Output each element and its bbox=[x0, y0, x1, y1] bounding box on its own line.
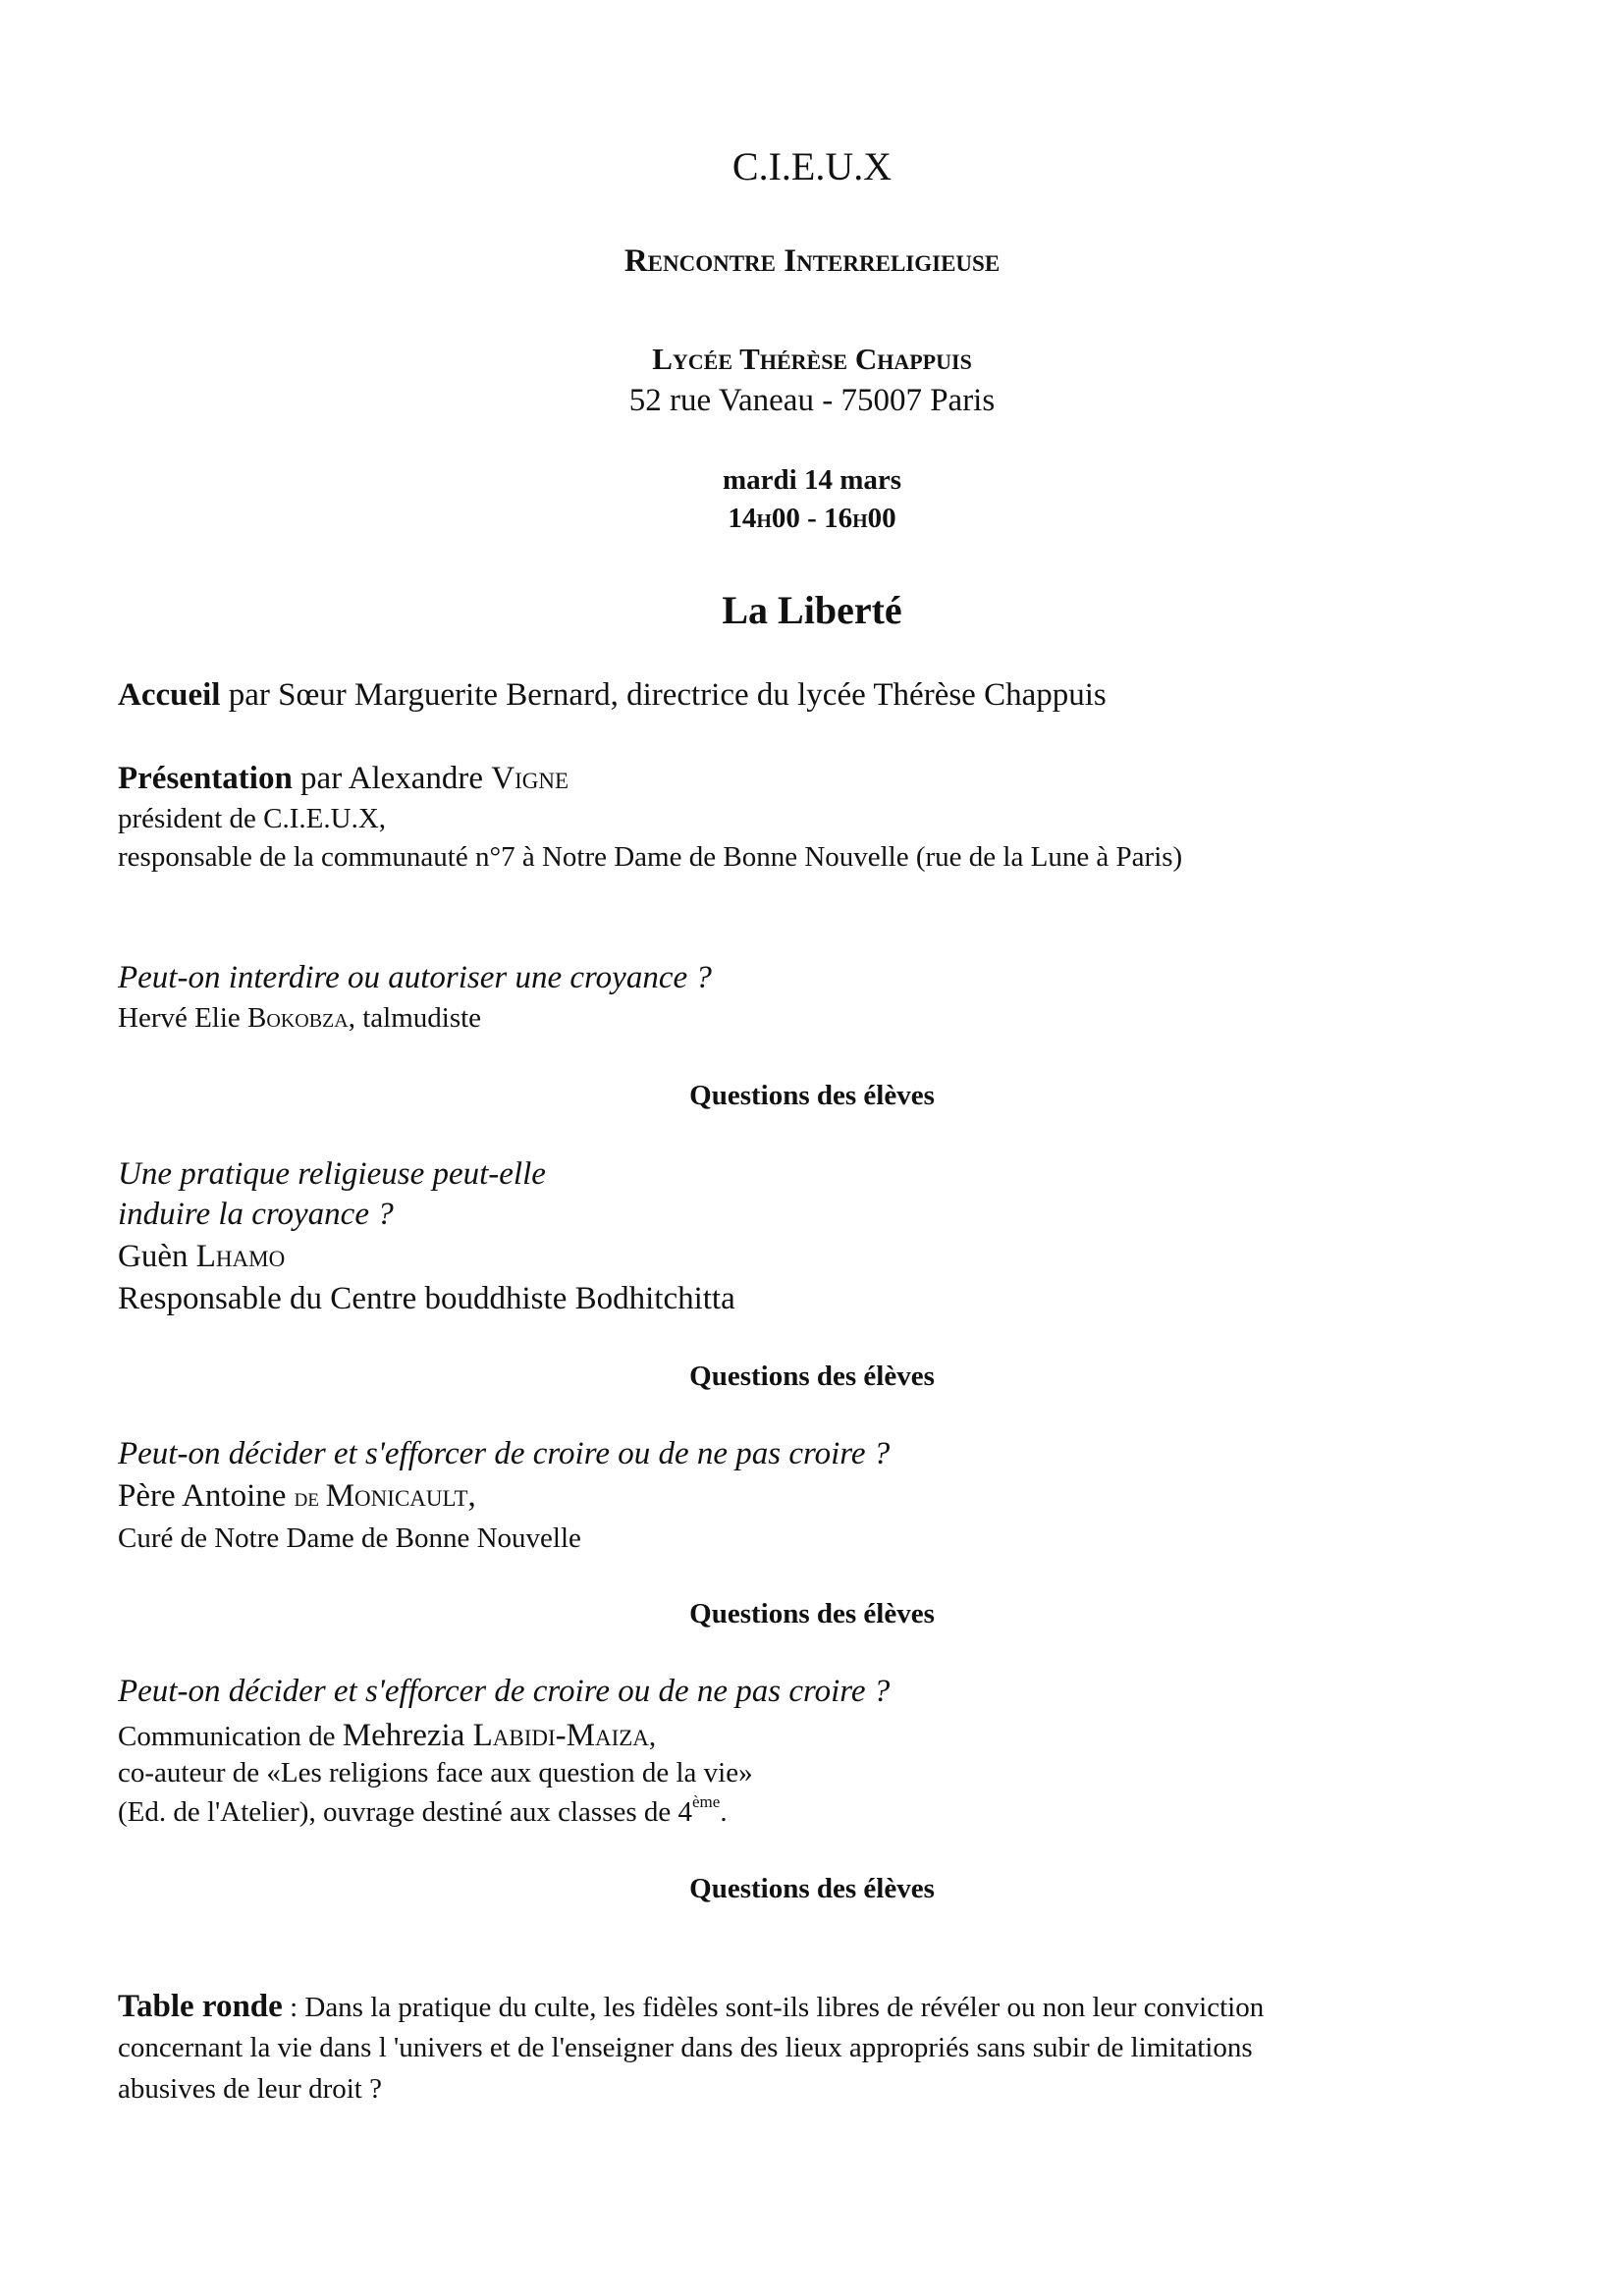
questions-heading-2: Questions des élèves bbox=[689, 1361, 935, 1392]
venue-name: Lycée Thérèse Chappuis bbox=[652, 342, 972, 376]
talk2-speaker-last: Lhamo bbox=[195, 1239, 286, 1274]
talk2-speaker-first: Guèn bbox=[118, 1239, 196, 1274]
event-date: mardi 14 mars bbox=[722, 464, 902, 496]
talk1-title: Peut-on interdire ou autoriser une croyance ? bbox=[118, 960, 712, 995]
talk1-speaker-role: , talmudiste bbox=[348, 1002, 482, 1034]
talk4-publisher bbox=[118, 1792, 728, 1829]
accueil-label: Accueil bbox=[118, 677, 221, 713]
presentation-role-1: président de C.I.E.U.X, bbox=[118, 803, 387, 834]
talk4-title: Peut-on décider et s'efforcer de croire ou de ne pas croire ? bbox=[118, 1674, 891, 1709]
questions-heading-1: Questions des élèves bbox=[689, 1080, 935, 1111]
event-time bbox=[0, 503, 1624, 535]
talk2-title-line1: Une pratique religieuse peut-elle bbox=[118, 1156, 546, 1192]
talk3-speaker-particle: de bbox=[294, 1482, 326, 1512]
table-ronde-line2: concernant la vie dans l 'univers et de l'enseigner dans des lieux appropriés sans subir de limitations bbox=[118, 2032, 1253, 2063]
talk3-speaker bbox=[118, 1478, 476, 1515]
presentation-role-2: responsable de la communauté n°7 à Notre Dame de Bonne Nouvelle (rue de la Lune à Paris) bbox=[118, 841, 1183, 873]
time-middle: 00 - 16 bbox=[771, 503, 853, 534]
talk1-speaker-first: Hervé Elie bbox=[118, 1002, 248, 1034]
presentation-line bbox=[118, 761, 568, 797]
questions-heading-4: Questions des élèves bbox=[689, 1873, 935, 1904]
table-ronde-line1 bbox=[118, 1989, 1264, 2025]
talk3-role: Curé de Notre Dame de Bonne Nouvelle bbox=[118, 1522, 581, 1554]
accueil-text: par Sœur Marguerite Bernard, directrice du lycée Thérèse Chappuis bbox=[220, 677, 1107, 713]
talk4-comm-prefix: Communication de bbox=[118, 1721, 343, 1752]
talk2-title-line2: induire la croyance ? bbox=[118, 1197, 394, 1232]
talk2-speaker bbox=[118, 1239, 285, 1275]
talk4-grade-sup: ème bbox=[692, 1792, 721, 1811]
presentation-surname: Vigne bbox=[491, 761, 569, 796]
org-title: C.I.E.U.X bbox=[731, 144, 893, 188]
talk3-title: Peut-on décider et s'efforcer de croire ou de ne pas croire ? bbox=[118, 1436, 891, 1471]
talk3-speaker-first: Père Antoine bbox=[118, 1478, 295, 1514]
time-end-h-mark: h bbox=[852, 503, 868, 534]
venue-address: 52 rue Vaneau - 75007 Paris bbox=[628, 383, 996, 418]
theme-title: La Liberté bbox=[722, 588, 902, 632]
table-ronde-line3: abusives de leur droit ? bbox=[118, 2073, 382, 2105]
talk4-speaker bbox=[118, 1718, 656, 1754]
presentation-label: Présentation bbox=[118, 761, 293, 796]
time-end-min: 00 bbox=[867, 503, 896, 534]
time-start-h-mark: h bbox=[756, 503, 772, 534]
table-ronde-text1: : Dans la pratique du culte, les fidèles sont-ils libres de révéler ou non leur conviction bbox=[282, 1992, 1265, 2023]
event-title: Rencontre Interreligieuse bbox=[623, 243, 1001, 279]
talk4-speaker-first: Mehrezia bbox=[342, 1718, 473, 1753]
talk4-speaker-last: Labidi-Maiza bbox=[472, 1718, 649, 1753]
talk4-book: co-auteur de «Les religions face aux question de la vie» bbox=[118, 1757, 753, 1789]
talk3-speaker-end: , bbox=[467, 1478, 476, 1514]
talk4-publisher-text: (Ed. de l'Atelier), ouvrage destiné aux classes de 4 bbox=[118, 1796, 693, 1828]
talk4-speaker-end: , bbox=[648, 1721, 657, 1752]
talk1-speaker bbox=[118, 1002, 481, 1035]
talk2-role: Responsable du Centre bouddhiste Bodhitchitta bbox=[118, 1281, 735, 1316]
talk3-speaker-last: Monicault bbox=[325, 1478, 468, 1514]
time-start-hour: 14 bbox=[728, 503, 757, 534]
accueil-line bbox=[118, 677, 1107, 714]
questions-heading-3: Questions des élèves bbox=[689, 1598, 935, 1629]
table-ronde-label: Table ronde bbox=[118, 1989, 283, 2024]
presentation-by: par Alexandre bbox=[292, 761, 492, 796]
talk4-publisher-end: . bbox=[720, 1796, 728, 1828]
talk1-speaker-last: Bokobza bbox=[247, 1002, 349, 1034]
